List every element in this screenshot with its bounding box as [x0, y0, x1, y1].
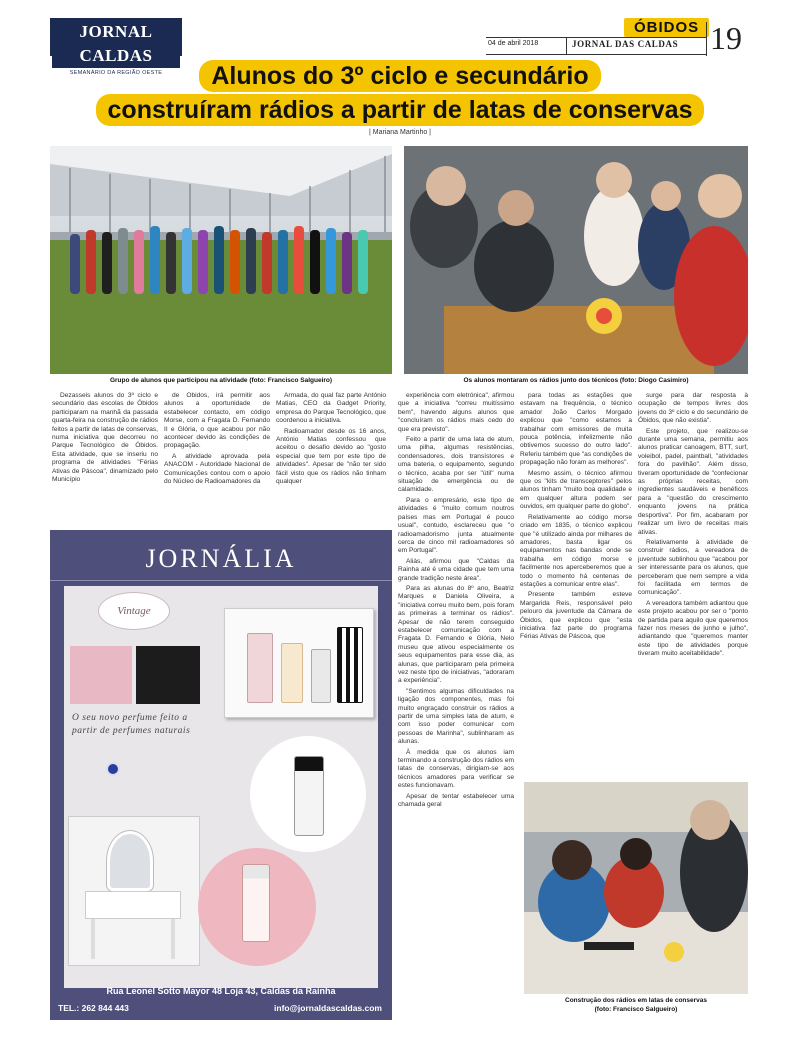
bottle-icon: [311, 649, 331, 703]
workshop-photo: [524, 782, 748, 994]
article-column-1: [52, 392, 158, 526]
perfume-bottle-icon: [242, 864, 270, 942]
ad-telephone: TEL.: 262 844 443: [58, 1003, 129, 1013]
vintage-badge: Vintage: [98, 592, 170, 630]
paragraph: Presente também esteve Margarida Reis, responsável pelo pelouro da juventude da Câmara de Óbidos, que explicou que "esta iniciativa faz parte do programa Férias Ativas de Páscoa, que: [520, 591, 632, 641]
ad-panel: [64, 586, 378, 988]
workshop-caption-line-1: Construção dos rádios em latas de conservas: [565, 997, 707, 1004]
white-circle: [250, 736, 366, 852]
students-photo: [404, 146, 748, 374]
masthead-logo: [50, 18, 182, 76]
bottle-icon: [281, 643, 303, 703]
paragraph: Relativamente à atividade de construir rádios, a vereadora de juventude sublinhou que "acabou por ser interessante para os alunos, que perceberam que nem sempre a vida foi facilitada em termos de comunicação".: [638, 538, 748, 597]
workshop-photo-caption: [524, 996, 748, 1014]
paragraph: Para o empresário, este tipo de atividades é "muito comum noutros países mas em Portugal é pouco usual", contudo, esclareceu que "o radioamadorismo junta atualmente cerca de cinco mil radioamadores só em Portugal".: [398, 496, 514, 555]
headline-line-1: Alunos do 3º ciclo e secundário: [199, 60, 600, 92]
paragraph: Este projeto, que realizou-se durante uma semana, permitiu aos alunos praticar canoagem, BTT, surf, voleibol, padel, paintball, "atividades fora do pavilhão". Além disso, tiveram oportunidade de "confecionar as próprias receitas, com ingredientes saudáveis e benéficos para a "questão do crescimento enquanto jovens na prática desportiva". Por fim, acabaram por realizar um livro de receitas mais ativas.: [638, 427, 748, 536]
headline: [0, 60, 800, 126]
bottle-icon: [247, 633, 273, 703]
table-leg: [91, 919, 95, 959]
paragraph: Armada, do qual faz parte António Matias, CEO da Gadget Priority, empresa do Parque Tecnológico, que coordenou a iniciativa.: [276, 392, 386, 425]
paragraph: Aliás, afirmou que "Caldas da Rainha até é uma cidade que tem uma grande tradição neste área".: [398, 557, 514, 582]
article-column-5: [520, 392, 632, 780]
paragraph: para todas as estações que estavam na frequência, o técnico amador João Carlos Morgado explicou que "como estamos a trabalhar com emissores de muita pouca potência, infelizmente não obtivemos sucesso do outro lado". Referiu também que "as condições de propagação não foram as melhores".: [520, 392, 632, 467]
paragraph: Dezasseis alunos do 3º ciclo e secundário das escolas de Óbidos participaram na manhã da passada quarta-feira na construção de rádios feitos a partir de latas de conservas, numa iniciativa que decorreu no Parque Tecnológico de Óbidos. Esta atividade, que se inseriu no programa de atividades "Férias Ativas de Páscoa", dinamizado pelo Município: [52, 392, 158, 484]
page-number: 19: [710, 20, 742, 56]
section-tag: ÓBIDOS: [624, 18, 709, 37]
mirror-icon: [107, 831, 153, 891]
ad-slogan-line-2: partir de perfumes naturais: [72, 726, 191, 736]
paragraph: surge para dar resposta à ocupação de tempos livres dos jovens do 3º ciclo e do secundário de Óbidos, que não existia".: [638, 392, 748, 425]
advertisement: [50, 530, 392, 1020]
issue-date: 04 de abril 2018: [488, 40, 539, 47]
paragraph: Mesmo assim, o técnico afirmou que os "kits de transceptores" pelos alunos tinham "muito boa qualidade e em qualquer altura podem ser ouvidos, em qualquer parte do globo".: [520, 469, 632, 511]
paragraph: "Sentimos algumas dificuldades na ligação dos componentes, mas foi muito engraçado construir os rádios a partir de uma simples lata de atum, e com isso poder comunicar com pessoas de Marinha", sublinharam as alunas.: [398, 687, 514, 746]
paragraph: A atividade aprovada pela ANACOM - Autoridade Nacional de Comunicações contou com o apoio do Núcleo de Radioamadores da: [164, 452, 270, 486]
page-number-separator: [706, 22, 707, 56]
workshop-caption-line-2: (foto: Francisco Salgueiro): [594, 1006, 678, 1013]
map-pin-icon: [106, 762, 120, 776]
paper-name: JORNAL DAS CALDAS: [572, 39, 679, 49]
paragraph: de Óbidos, irá permitir aos alunos a oportunidade de estabelecer contacto, em código Morse, com a Fragata D. Fernando II e Glória, o que acabou por não acontecer devido às condições de propagação.: [164, 392, 270, 450]
table-icon: [85, 891, 181, 919]
headline-line-2: construíram rádios a partir de latas de conservas: [96, 94, 705, 126]
pink-gift-box: [70, 646, 132, 704]
perfume-bottle-icon: [294, 756, 324, 836]
paragraph: Para as alunas do 8º ano, Beatriz Marques e Daniela Oliveira, a "iniciativa correu muito bem, pois foram as primeiras a terminar os rádios". Apesar de não terem conseguido estabelecer comunicação com a Fragata D. Fernando e Glória, Nelo museu que ativou especialmente os seus equipamentos para esse dia, as alunas, que participaram pela primeira vez neste tipo de iniciativas, "adoraram a experiência".: [398, 584, 514, 685]
students-photo-caption: Os alunos montaram os rádios junto dos técnicos (foto: Diogo Casimiro): [404, 376, 748, 385]
masthead-subtitle: SEMANÁRIO DA REGIÃO OESTE: [69, 70, 163, 76]
paragraph: A vereadora também adiantou que este projeto acabou por ser o "ponto de partida para aquilo que queremos fazer nos meses de junho e julho", adiantando que "queremos manter este tipo de atividades porque tiveram muito aceitabilidade".: [638, 599, 748, 658]
article-column-4: [398, 392, 514, 1012]
article-column-6: [638, 392, 748, 780]
ad-email: info@jornaldascaldas.com: [274, 1003, 382, 1013]
masthead-title: JORNAL CALDAS: [52, 20, 180, 68]
group-photo: [50, 146, 392, 374]
group-photo-caption: Grupo de alunos que participou na atividade (foto: Francisco Salgueiro): [50, 376, 392, 385]
vanity-table-photo: [68, 816, 200, 966]
perfume-bottles-photo: [224, 608, 374, 718]
ad-brand: JORNÁLIA: [145, 544, 297, 573]
paragraph: Radioamador desde os 16 anos, António Matias confessou que aceitou o desafio devido ao "gosto especial que tem por este tipo de atividades". Apesar de "não ter sido fácil visto que os rádios não tinham qualquer: [276, 427, 386, 486]
paragraph: À medida que os alunos iam terminando a construção dos rádios em latas de conservas, dirigiam-se aos técnicos amadores para verificar se estes funcionavam.: [398, 748, 514, 790]
ad-divider: [50, 580, 392, 581]
paragraph: Apesar de tentar estabelecer uma chamada geral: [398, 792, 514, 809]
paragraph: Relativamente ao código morse criado em 1835, o técnico explicou que "é utilizado ainda por milhares de amadores, basta ligar os equipamentos nas bandas onde se trabalha em código morse e facilmente nos aperceberemos que a todo o momento há centenas de estações a comunicar entre elas".: [520, 513, 632, 588]
ad-address: Rua Leonel Sotto Mayor 48 Loja 43, Caldas da Rainha: [106, 986, 336, 996]
group-photo-illustration: [50, 146, 392, 374]
ad-slogan: [72, 712, 222, 738]
header-separator: [566, 37, 567, 55]
students-photo-illustration: [404, 146, 748, 374]
pink-circle: [198, 848, 316, 966]
workshop-photo-illustration: [524, 782, 748, 994]
article-column-2: [164, 392, 270, 526]
black-gift-box: [136, 646, 200, 704]
article-column-3: [276, 392, 386, 526]
table-leg: [171, 919, 175, 959]
bottle-icon: [337, 627, 363, 703]
paragraph: experiência com eletrónica", afirmou que a iniciativa "correu muitíssimo bem", havendo alguns alunos que "concluíram os rádios mais cedo do que era previsto".: [398, 392, 514, 433]
paragraph: Feito a partir de uma lata de atum, uma pilha, algumas resistências, condensadores, dois transístores e uma bateria, o equipamento, segundo o técnico, acaba por ser "útil" numa situação de emergência ou de calamidade.: [398, 436, 514, 494]
ad-slogan-line-1: O seu novo perfume feito a: [72, 713, 188, 723]
byline: | Mariana Martinho |: [369, 129, 431, 136]
